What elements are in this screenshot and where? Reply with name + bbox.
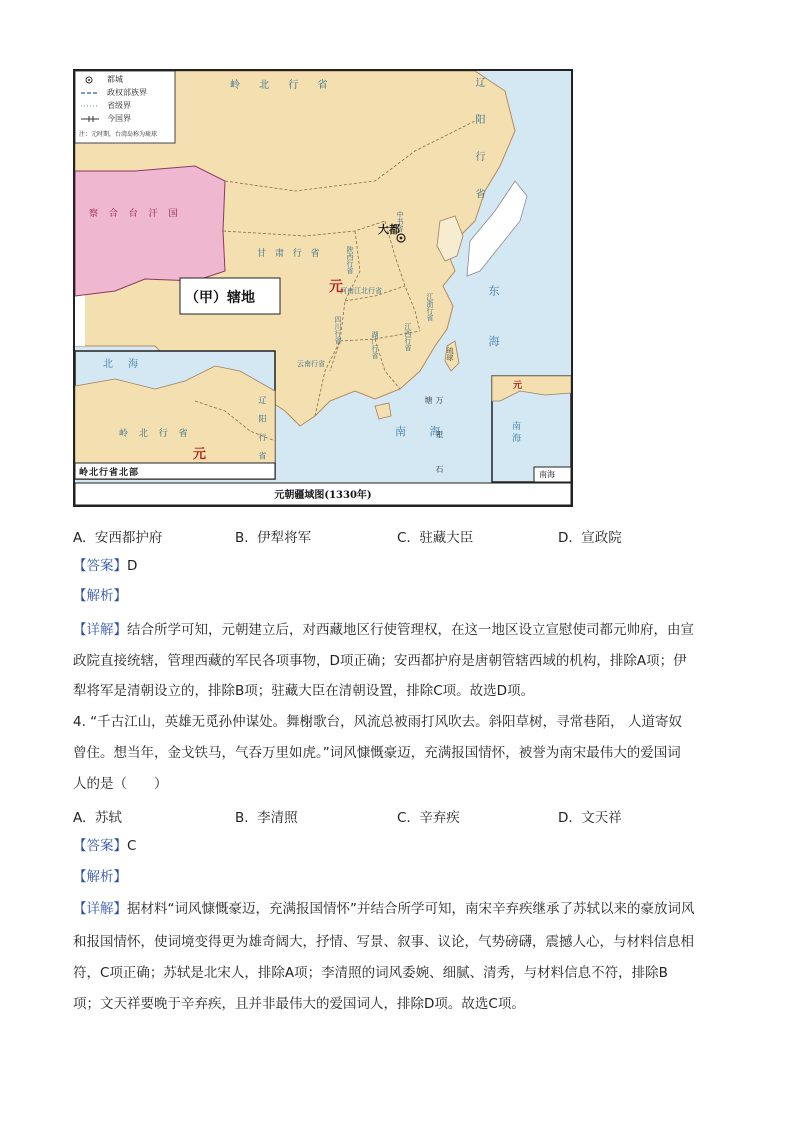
legend-note: 注：元时期，台湾岛称为琉球 bbox=[79, 131, 158, 138]
q4-stem-line3: 人的是（ ） bbox=[73, 776, 168, 792]
inset-south bbox=[492, 376, 571, 482]
yuan-territory-map bbox=[73, 69, 573, 507]
q4-answer: 【答案】C bbox=[73, 838, 137, 854]
q4-option-b: B. 李清照 bbox=[235, 810, 298, 826]
label-capital: 大都 bbox=[378, 223, 400, 236]
legend-item-province-border: 省级界 bbox=[107, 101, 131, 110]
q3-detail-row1: 【详解】结合所学可知，元朝建立后，对西藏地区行使管理权，在这一地区设立宣慰使司都元帅府，由宣 bbox=[73, 622, 694, 638]
label-huguang: 湖广行省 bbox=[371, 331, 379, 359]
label-yunnan: 云南行省 bbox=[297, 360, 325, 368]
inset-north-sea: 北 海 bbox=[103, 359, 145, 370]
legend-labels bbox=[107, 73, 147, 125]
q4-option-a: A. 苏轼 bbox=[73, 810, 122, 826]
q3-option-d: D. 宣政院 bbox=[558, 530, 622, 546]
label-zhongshu: 中书省 bbox=[396, 211, 404, 232]
label-wanli: 万 里 石 塘 bbox=[424, 396, 444, 486]
label-henan: 河南江北行省 bbox=[340, 287, 382, 295]
chagatai-area bbox=[75, 166, 225, 296]
q3-option-b: B. 伊犁将军 bbox=[235, 530, 312, 546]
legend-item-regime-border: 政权部族界 bbox=[107, 88, 147, 97]
q3-option-a: A. 安西都护府 bbox=[73, 530, 163, 546]
inset-north bbox=[75, 351, 275, 479]
q4-option-d: D. 文天祥 bbox=[558, 810, 622, 826]
label-jia: （甲）辖地 bbox=[185, 290, 255, 306]
label-chagatai: 察 合 台 汗 国 bbox=[89, 209, 182, 219]
inset-north-liaoyang: 辽 阳 行 省 bbox=[258, 396, 267, 464]
legend-item-modern-border: 今国界 bbox=[107, 114, 131, 123]
q4-stem-line1: 4. “千古江山，英雄无觅孙仲谋处。舞榭歌台，风流总被雨打风吹去。斜阳草树，寻常巷陌， 人道寄奴 bbox=[73, 714, 682, 730]
inset-north-caption: 岭北行省北部 bbox=[79, 468, 140, 478]
q4-detail-row4: 项；文天祥要晚于辛弃疾，且并非最伟大的爱国词人，排除D项。故选C项。 bbox=[73, 996, 525, 1012]
hainan bbox=[375, 403, 391, 419]
inset-north-lingbei: 岭 北 行 省 bbox=[119, 429, 192, 439]
q3-detail-row2: 政院直接统辖，管理西藏的军民各项事物，D项正确；安西都护府是唐朝管辖西域的机构，排除A项；伊 bbox=[73, 653, 687, 669]
label-shaanxi: 陕西行省 bbox=[346, 246, 354, 274]
q3-answer: 【答案】D bbox=[73, 558, 138, 574]
label-south-sea: 南 海 bbox=[395, 425, 451, 438]
legend-item-capital: 都城 bbox=[107, 75, 123, 84]
label-sichuan: 四川行省 bbox=[334, 316, 342, 344]
q4-analysis-tag: 【解析】 bbox=[73, 869, 127, 885]
inset-south-caption: 南海 bbox=[539, 470, 555, 479]
label-gansu: 甘 肃 行 省 bbox=[257, 249, 323, 259]
label-lingbei: 岭 北 行 省 bbox=[230, 80, 336, 91]
inset-south-yuan: 元 bbox=[513, 381, 523, 391]
inset-south-sea: 南 海 bbox=[510, 421, 520, 442]
q4-detail-row2: 和报国情怀，使词境变得更为雄奇阔大，抒情、写景、叙事、议论，气势磅礴，震撼人心，与材料信息相 bbox=[73, 934, 694, 950]
q4-option-c: C. 辛弃疾 bbox=[397, 810, 460, 826]
q3-option-c: C. 驻藏大臣 bbox=[397, 530, 474, 546]
label-liuqiu: 琉球 bbox=[446, 347, 454, 361]
label-jiangzhe: 江浙行省 bbox=[426, 293, 434, 321]
inset-north-yuan: 元 bbox=[193, 447, 207, 462]
q4-detail-row1: 【详解】据材料“词风慷慨豪迈，充满报国情怀”并结合所学可知，南宋辛弃疾继承了苏轼以来的豪放词风 bbox=[73, 901, 695, 917]
q3-analysis-tag: 【解析】 bbox=[73, 588, 127, 604]
q4-stem-line2: 曾住。想当年，金戈铁马，气吞万里如虎。”词风慷慨豪迈，充满报国情怀，被誉为南宋最伟大的爱国词 bbox=[73, 745, 681, 761]
label-jiangxi: 江西行省 bbox=[404, 323, 412, 351]
label-east-sea: 东 海 bbox=[487, 285, 500, 365]
label-liaoyang: 辽 阳 行 省 bbox=[473, 77, 484, 211]
q3-detail-row3: 犁将军是清朝设立的，排除B项；驻藏大臣在清朝设置，排除C项。故选D项。 bbox=[73, 683, 535, 699]
label-yuan: 元 bbox=[329, 279, 343, 295]
map-title: 元朝疆域图(1330年) bbox=[274, 490, 372, 501]
q4-detail-row3: 符，C项正确；苏轼是北宋人，排除A项；李清照的词风委婉、细腻、清秀，与材料信息不符，排除B bbox=[73, 965, 668, 981]
